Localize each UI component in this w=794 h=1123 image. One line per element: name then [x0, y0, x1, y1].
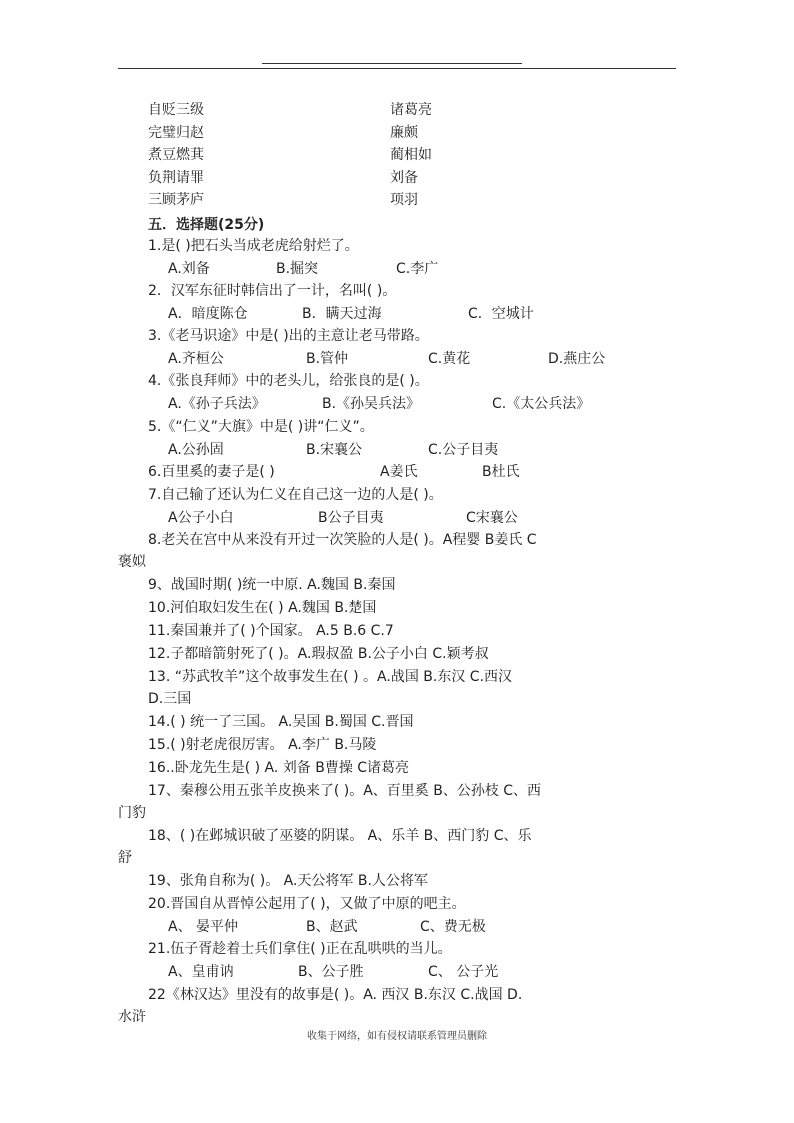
question-13-wrap: D.三国 — [148, 691, 192, 707]
q4-option-a: A.《孙子兵法》 — [168, 396, 266, 412]
question-6: 6.百里奚的妻子是( ) — [148, 464, 275, 480]
q6-option-b: B杜氏 — [482, 464, 520, 480]
footer-note: 收集于网络，如有侵权请联系管理员删除 — [307, 1031, 487, 1042]
header-rule — [118, 68, 676, 69]
q3-option-b: B.管仲 — [306, 351, 349, 367]
match-left-2: 完璧归赵 — [148, 125, 204, 141]
q4-option-c: C.《太公兵法》 — [492, 396, 591, 412]
q5-option-a: A.公孙固 — [168, 442, 224, 458]
q7-option-c: C宋襄公 — [466, 510, 518, 526]
question-8-wrap: 褒姒 — [118, 554, 146, 570]
section-title: 五．选择题(25分) — [148, 217, 265, 233]
match-right-2: 廉颇 — [390, 125, 418, 141]
question-18-wrap: 舒 — [118, 850, 132, 866]
header-short-rule — [262, 63, 522, 64]
q1-option-b: B.掘突 — [276, 261, 319, 277]
question-15: 15.( )射老虎很厉害。 A.李广 B.马陵 — [148, 737, 377, 753]
q5-option-c: C.公子目夷 — [428, 442, 499, 458]
match-left-3: 煮豆燃萁 — [148, 147, 204, 163]
question-10: 10.河伯取妇发生在( ) A.魏国 B.楚国 — [148, 600, 377, 616]
q1-option-a: A.刘备 — [168, 261, 210, 277]
question-17-wrap: 门豹 — [118, 805, 146, 821]
match-right-3: 蔺相如 — [390, 147, 432, 163]
q2-option-c: C．空城计 — [468, 306, 534, 322]
match-right-5: 项羽 — [390, 192, 418, 208]
question-5: 5.《“仁义”大旗》中是( )讲“仁义”。 — [148, 419, 374, 435]
q20-option-a: A、 晏平仲 — [168, 919, 239, 935]
q21-option-b: B、公子胜 — [298, 964, 364, 980]
question-8: 8.老关在宫中从来没有开过一次笑脸的人是( )。A程婴 B姜氏 C — [148, 532, 537, 548]
q21-option-c: C、 公子光 — [428, 964, 499, 980]
q4-option-b: B.《孙吴兵法》 — [322, 396, 421, 412]
q6-option-a: A姜氏 — [380, 464, 418, 480]
question-19: 19、张角自称为( )。 A.天公将军 B.人公将军 — [148, 873, 428, 889]
question-4: 4.《张良拜师》中的老头儿，给张良的是( )。 — [148, 373, 429, 389]
question-22: 22《林汉达》里没有的故事是( )。A. 西汉 B.东汉 C.战国 D. — [148, 987, 523, 1003]
q1-option-c: C.李广 — [396, 261, 439, 277]
match-right-1: 诸葛亮 — [390, 102, 432, 118]
q7-option-a: A公子小白 — [168, 510, 234, 526]
question-11: 11.秦国兼并了( )个国家。 A.5 B.6 C.7 — [148, 623, 394, 639]
q3-option-a: A.齐桓公 — [168, 351, 224, 367]
question-17: 17、秦穆公用五张羊皮换来了( )。A、百里奚 B、公孙枝 C、西 — [148, 783, 542, 799]
q3-option-c: C.黄花 — [428, 351, 471, 367]
match-left-4: 负荆请罪 — [148, 170, 204, 186]
q7-option-b: B公子目夷 — [318, 510, 384, 526]
question-21: 21.伍子胥趁着士兵们拿住( )正在乱哄哄的当儿。 — [148, 941, 452, 957]
q21-option-a: A、皇甫讷 — [168, 964, 234, 980]
question-13: 13. “苏武牧羊”这个故事发生在( ) 。A.战国 B.东汉 C.西汉 — [148, 669, 513, 685]
q2-option-b: B．瞒天过海 — [302, 306, 382, 322]
q20-option-b: B、赵武 — [306, 919, 358, 935]
question-22-wrap: 水浒 — [118, 1009, 146, 1025]
question-16: 16..卧龙先生是( ) A. 刘备 B曹操 C诸葛亮 — [148, 760, 410, 776]
question-3: 3.《老马识途》中是( )出的主意让老马带路。 — [148, 328, 429, 344]
q5-option-b: B.宋襄公 — [306, 442, 363, 458]
question-1: 1.是( )把石头当成老虎给射烂了。 — [148, 238, 359, 254]
q3-option-d: D.燕庄公 — [548, 351, 606, 367]
question-9: 9、战国时期( )统一中原. A.魏国 B.秦国 — [148, 577, 396, 593]
match-left-1: 自贬三级 — [148, 102, 204, 118]
match-left-5: 三顾茅庐 — [148, 192, 204, 208]
question-20: 20.晋国自从晋悼公起用了( )，又做了中原的吧主。 — [148, 896, 466, 912]
question-7: 7.自己输了还认为仁义在自己这一边的人是( )。 — [148, 487, 443, 503]
question-18: 18、( )在邺城识破了巫婆的阴谋。 A、乐羊 B、西门豹 C、乐 — [148, 828, 532, 844]
q2-option-a: A．暗度陈仓 — [168, 306, 248, 322]
question-14: 14.( ) 统一了三国。 A.吴国 B.蜀国 C.晋国 — [148, 714, 414, 730]
q20-option-c: C、费无极 — [420, 919, 486, 935]
question-12: 12.子都暗箭射死了( )。A.瑕叔盈 B.公子小白 C.颖考叔 — [148, 646, 489, 662]
question-2: 2．汉军东征时韩信出了一计，名叫( )。 — [148, 283, 397, 299]
match-right-4: 刘备 — [390, 170, 418, 186]
